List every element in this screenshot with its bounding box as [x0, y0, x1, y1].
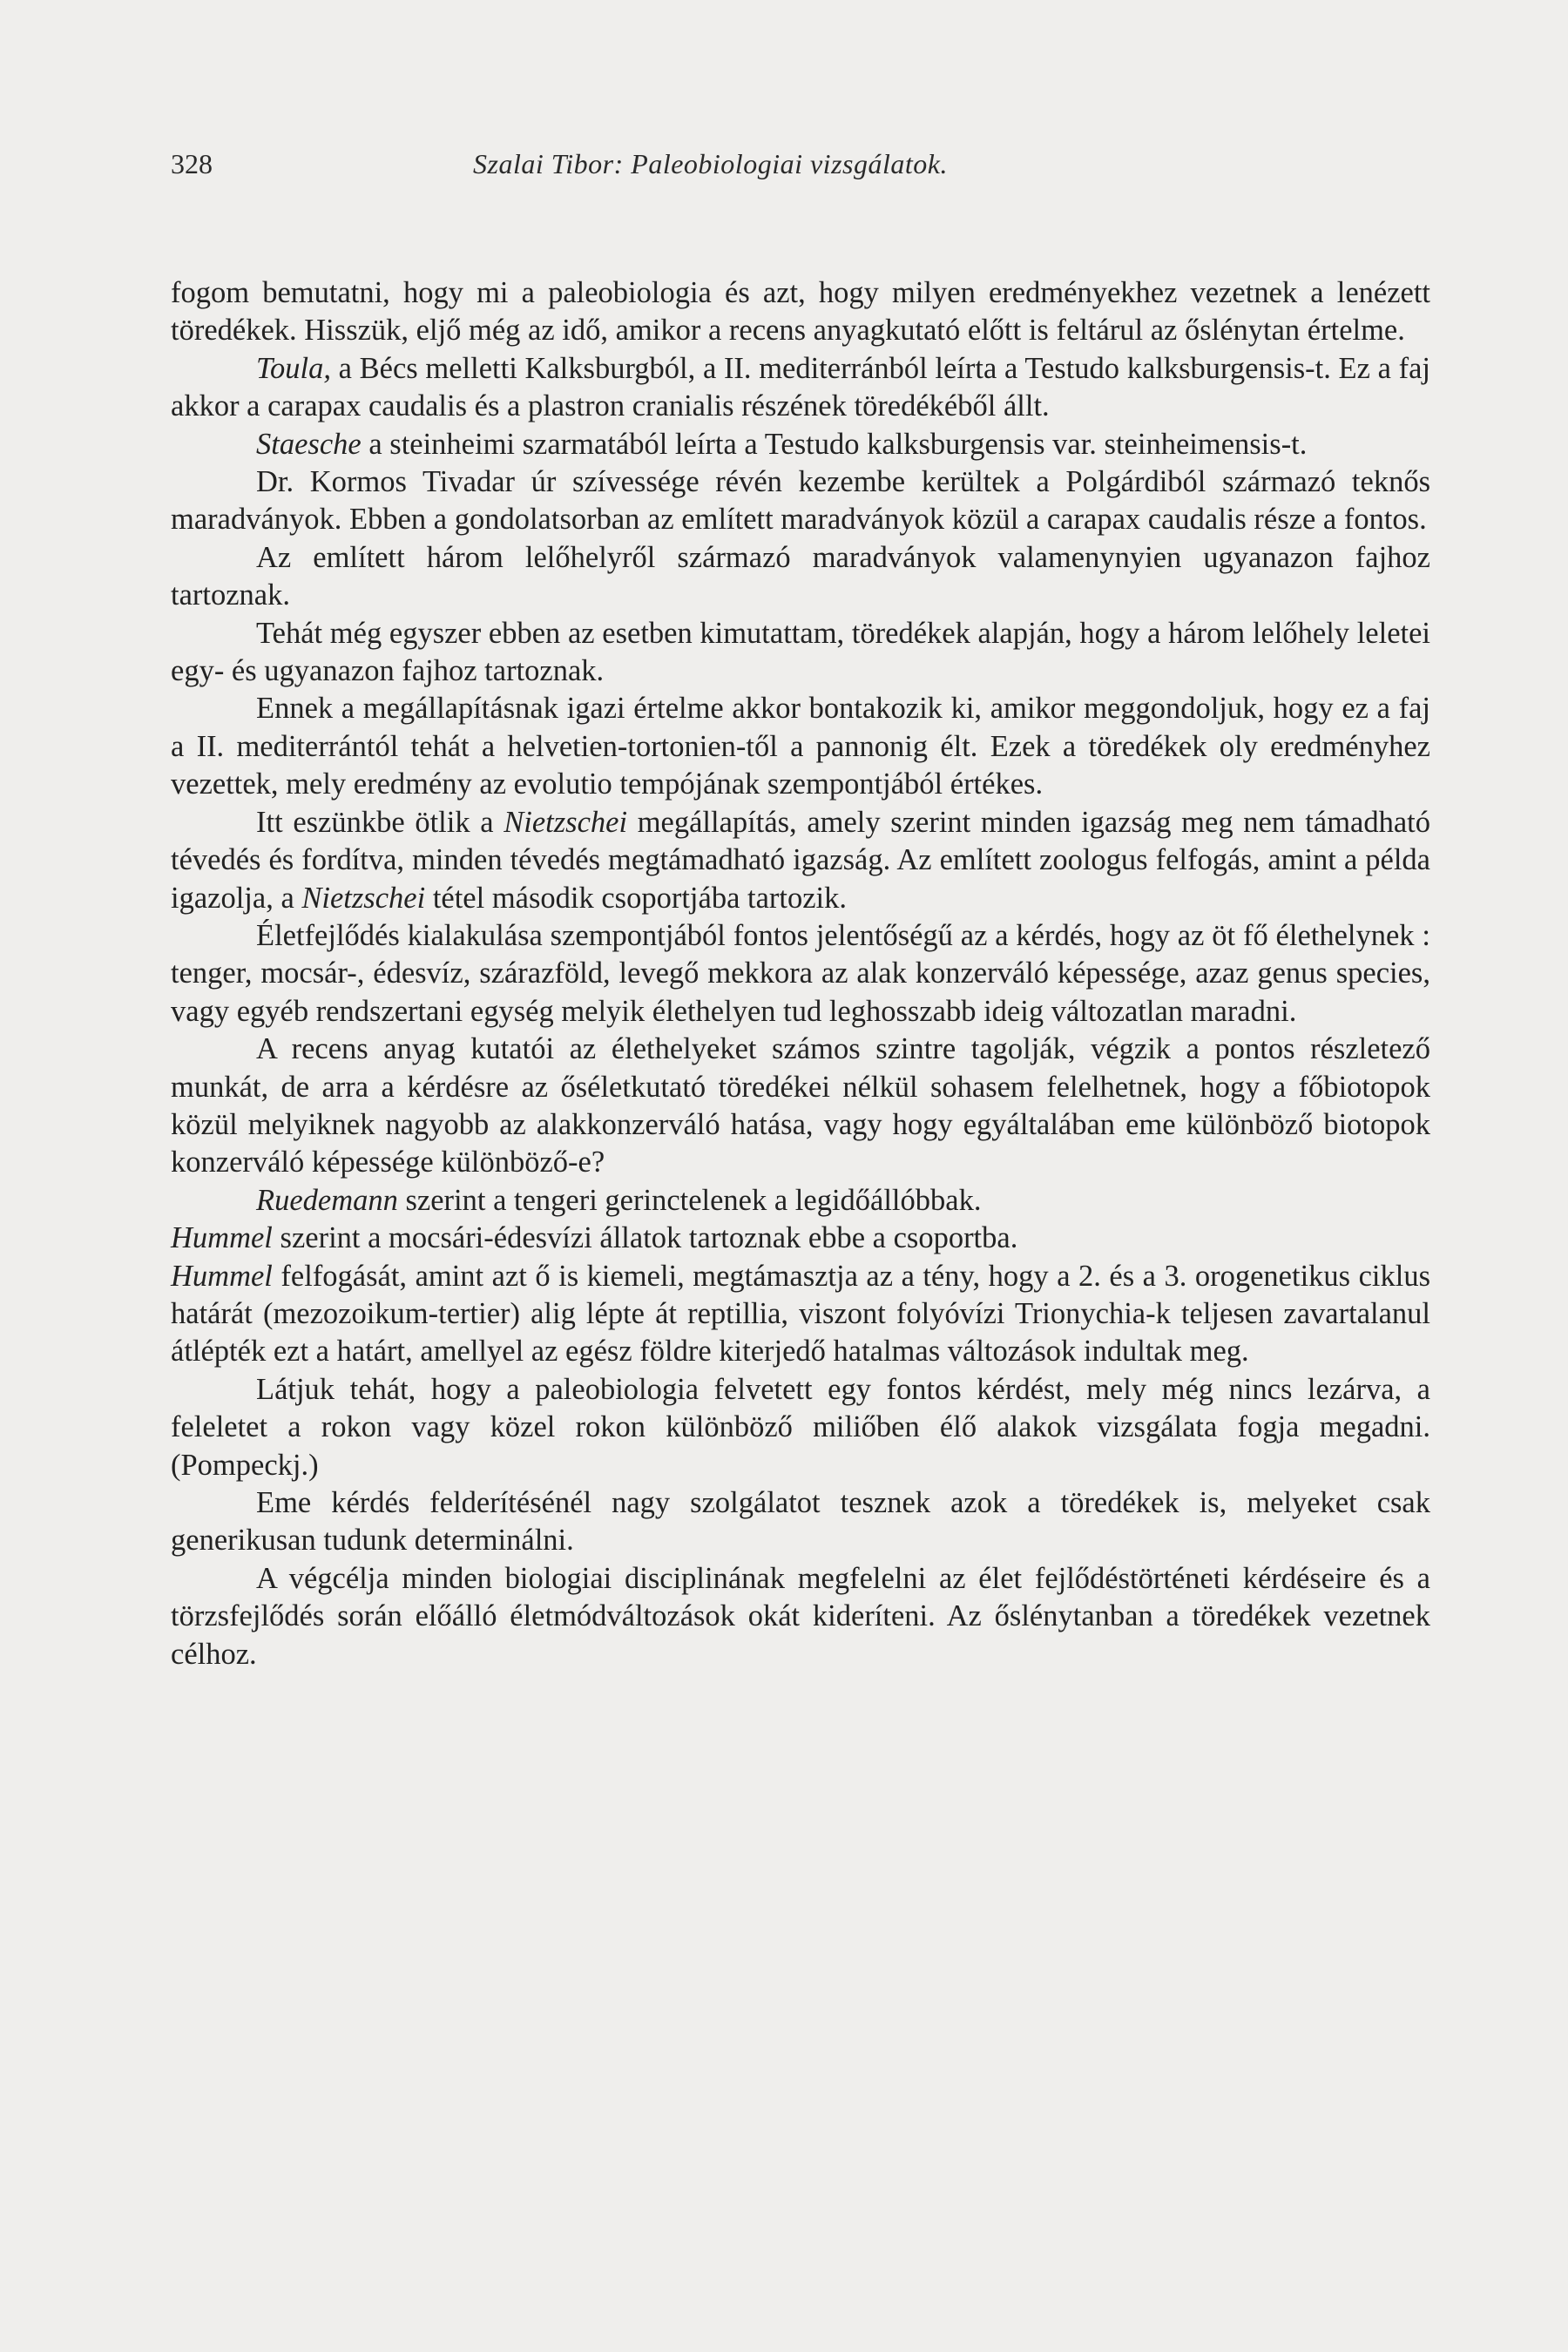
paragraph: [171, 539, 1430, 615]
author-name: Nietzschei: [301, 881, 426, 915]
paragraph-text: Dr. Kormos Tivadar úr szívessége révén kezembe kerültek a Polgárdiból származó teknős maradványok. Ebben a gondolatsorban az említett maradványok közül a carapax caudalis része a fontos.: [171, 465, 1430, 537]
paragraph: [171, 463, 1430, 539]
page-number: 328: [171, 148, 213, 179]
paragraph: [171, 1371, 1430, 1484]
paragraph-text: Látjuk tehát, hogy a paleobiologia felvetett egy fontos kérdést, mely még nincs lezárva, a feleletet a rokon vagy közel rokon különböző miliőben élő alakok vizsgálata fogja megadni. (Pompeckj.): [171, 1372, 1430, 1482]
paragraph-text: a steinheimi szarmatából leírta a Testudo kalksburgensis var. steinheimensis-t.: [361, 427, 1308, 461]
author-name: Ruedemann: [256, 1183, 398, 1217]
paragraph: [171, 274, 1430, 350]
paragraph-text: felfogását, amint azt ő is kiemeli, megtámasztja az a tény, hogy a 2. és a 3. orogenetikus ciklus határát (mezozoikum-tertier) alig lépte át reptillia, viszont folyóvízi Trionychia-k teljesen zavartalanul átlépték ezt a határt, amellyel az egész földre kiterjedő hatalmas változások indultak meg.: [171, 1259, 1430, 1369]
paragraph-text: Eme kérdés felderítésénél nagy szolgálatot tesznek azok a töredékek is, melyeket csak generikusan tudunk determinálni.: [171, 1486, 1430, 1558]
paragraph-text: tétel második csoportjába tartozik.: [425, 881, 848, 915]
paragraph-text: Az említett három lelőhelyről származó maradványok valamenynyien ugyanazon fajhoz tartoznak.: [171, 540, 1430, 612]
paragraph-text: Tehát még egyszer ebben az esetben kimutattam, töredékek alapján, hogy a három lelőhely leletei egy- és ugyanazon fajhoz tartoznak.: [171, 616, 1430, 688]
paragraph-text: szerint a mocsári-édesvízi állatok tartoznak ebbe a csoportba.: [272, 1221, 1018, 1255]
paragraph-text: A végcélja minden biologiai disciplinának megfelelni az élet fejlődéstörténeti kérdéseire és a törzsfejlődés során előálló életmódváltozások okát kideríteni. Az őslénytanban a töredékek vezetnek célhoz.: [171, 1561, 1430, 1671]
paragraph: [171, 917, 1430, 1031]
paragraph: [171, 1484, 1430, 1560]
paragraph-text: Itt eszünkbe ötlik a: [256, 805, 504, 839]
paragraph: [171, 1258, 1430, 1371]
paragraph-text: megállapítás, amely szerint minden igazság meg nem támadható tévedés és fordítva, minden tévedés megtámadható igazság. Az említett zoologus felfogás, amint a példa igazolja, a: [171, 805, 1430, 915]
author-name: Staesche: [256, 427, 362, 461]
author-name: Nietzschei: [504, 805, 628, 839]
paragraph-text: szerint a tengeri gerinctelenek a legidőállóbbak.: [397, 1183, 982, 1217]
author-name: Toula,: [256, 351, 331, 385]
paragraph: [171, 1560, 1430, 1673]
paragraph: [171, 690, 1430, 803]
paragraph-text: Életfejlődés kialakulása szempontjából fontos jelentőségű az a kérdés, hogy az öt fő élethelynek : tenger, mocsár-, édesvíz, szárazföld, levegő mekkora az alak konzerváló képessége, azaz genus species, vagy egyéb rendszertani egység melyik élethelyen tud leghosszabb ideig változatlan maradni.: [171, 918, 1430, 1028]
author-name: Hummel: [171, 1221, 273, 1255]
author-name: Hummel: [171, 1259, 273, 1293]
running-head: Szalai Tibor: Paleobiologiai vizsgálatok.: [473, 148, 948, 179]
paragraph: [171, 615, 1430, 691]
paragraph-text: A recens anyag kutatói az élethelyeket számos szintre tagolják, végzik a pontos részletező munkát, de arra a kérdésre az őséletkutató töredékei nélkül sohasem felelhetnek, hogy a főbiotopok közül melyiknek nagyobb az alakkonzerváló hatása, vagy hogy egyáltalában eme különböző biotopok konzerváló képessége különböző-e?: [171, 1032, 1430, 1179]
paragraph: [171, 426, 1430, 463]
paragraph: [171, 804, 1430, 917]
page-header: [171, 148, 1411, 186]
paragraph: [171, 350, 1430, 426]
body-text: [171, 274, 1430, 1673]
paragraph: [171, 1220, 1430, 1257]
paragraph: [171, 1031, 1430, 1182]
paragraph-text: fogom bemutatni, hogy mi a paleobiologia és azt, hogy milyen eredményekhez vezetnek a lenézett töredékek. Hisszük, eljő még az idő, amikor a recens anyagkutató előtt is feltárul az őslénytan értelme.: [171, 276, 1430, 348]
paragraph: [171, 1182, 1430, 1220]
paragraph-text: Ennek a megállapításnak igazi értelme akkor bontakozik ki, amikor meggondoljuk, hogy ez a faj a II. mediterrántól tehát a helvetien-tortonien-től a pannonig élt. Ezek a töredékek oly eredményhez vezettek, mely eredmény az evolutio tempójának szempontjából értékes.: [171, 692, 1430, 801]
paragraph-text: a Bécs melletti Kalksburgból, a II. mediterránból leírta a Testudo kalksburgensis-t. Ez a faj akkor a carapax caudalis és a plastron cranialis részének töredékéből állt.: [171, 351, 1430, 423]
